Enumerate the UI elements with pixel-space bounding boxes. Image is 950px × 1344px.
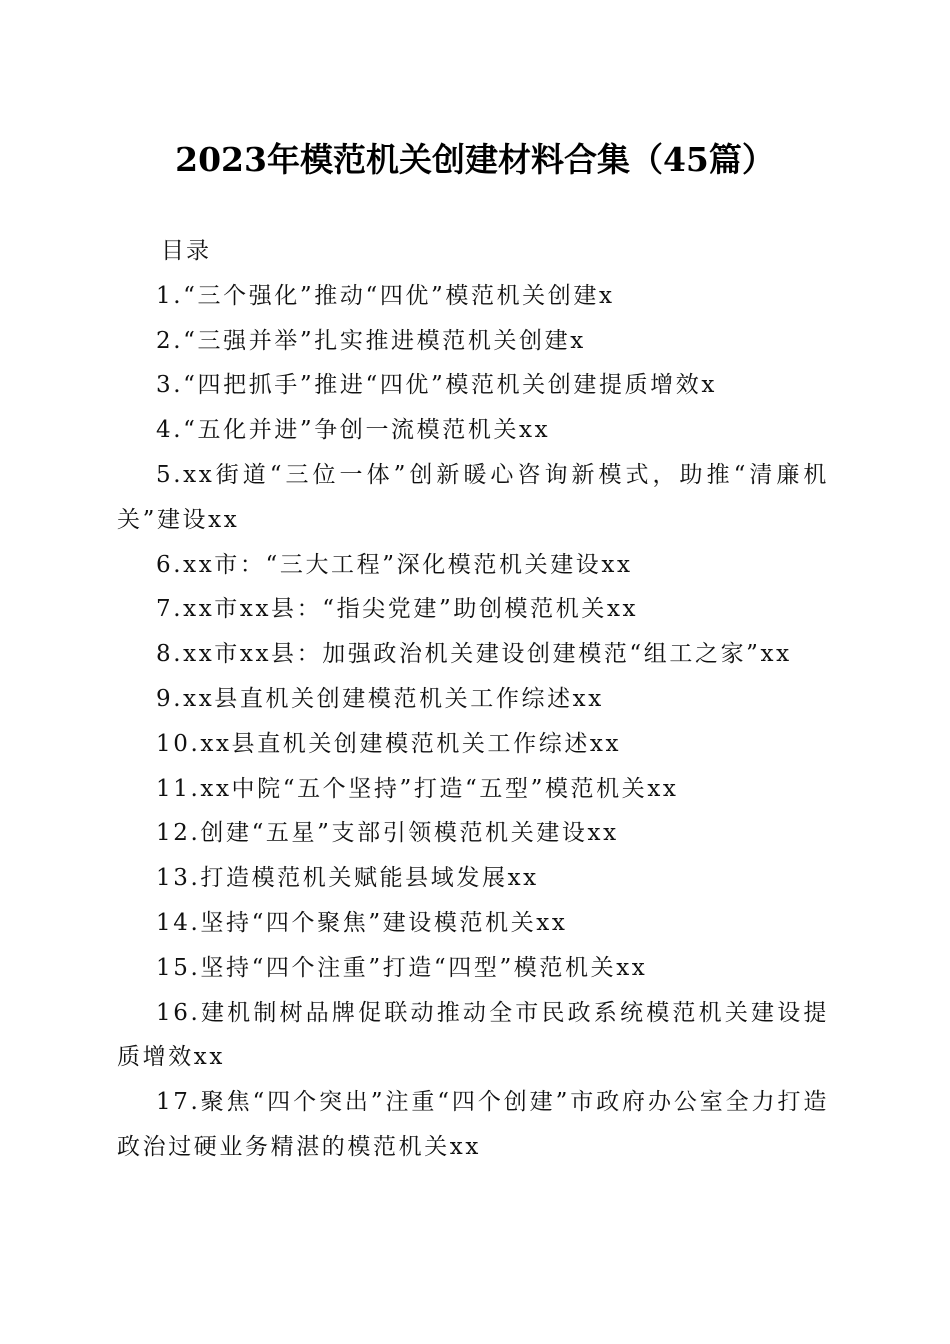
toc-item-14: 14.坚持“四个聚焦”建设模范机关xx xyxy=(156,909,568,936)
toc-item-9: 9.xx县直机关创建模范机关工作综述xx xyxy=(156,685,604,712)
toc-item-4: 4.“五化并进”争创一流模范机关xx xyxy=(156,417,551,444)
toc-item-8: 8.xx市xx县：加强政治机关建设创建模范“组工之家”xx xyxy=(156,641,792,668)
toc-item-2: 2.“三强并举”扎实推进模范机关创建x xyxy=(156,327,586,354)
toc-item-15: 15.坚持“四个注重”打造“四型”模范机关xx xyxy=(156,954,648,981)
toc-item-1: 1.“三个强化”推动“四优”模范机关创建x xyxy=(156,282,615,309)
toc-item-16: 16.建机制树品牌促联动推动全市民政系统模范机关建设提质增效xx xyxy=(117,999,829,1071)
table-of-contents xyxy=(117,229,829,1170)
toc-item-11: 11.xx中院“五个坚持”打造“五型”模范机关xx xyxy=(156,775,679,802)
toc-item-12: 12.创建“五星”支部引领模范机关建设xx xyxy=(156,820,619,847)
toc-heading: 目录 xyxy=(161,238,211,264)
document-title: 2023年模范机关创建材料合集（45篇） xyxy=(175,140,775,179)
toc-item-7: 7.xx市xx县：“指尖党建”助创模范机关xx xyxy=(156,596,639,623)
toc-item-6: 6.xx市：“三大工程”深化模范机关建设xx xyxy=(156,551,633,578)
toc-item-3: 3.“四把抓手”推进“四优”模范机关创建提质增效x xyxy=(156,372,717,399)
toc-item-10: 10.xx县直机关创建模范机关工作综述xx xyxy=(156,730,622,757)
toc-item-13: 13.打造模范机关赋能县域发展xx xyxy=(156,865,539,892)
toc-item-5: 5.xx街道“三位一体”创新暖心咨询新模式，助推“清廉机关”建设xx xyxy=(117,461,829,533)
toc-item-17: 17.聚焦“四个突出”注重“四个创建”市政府办公室全力打造政治过硬业务精湛的模范机关xx xyxy=(117,1089,829,1160)
